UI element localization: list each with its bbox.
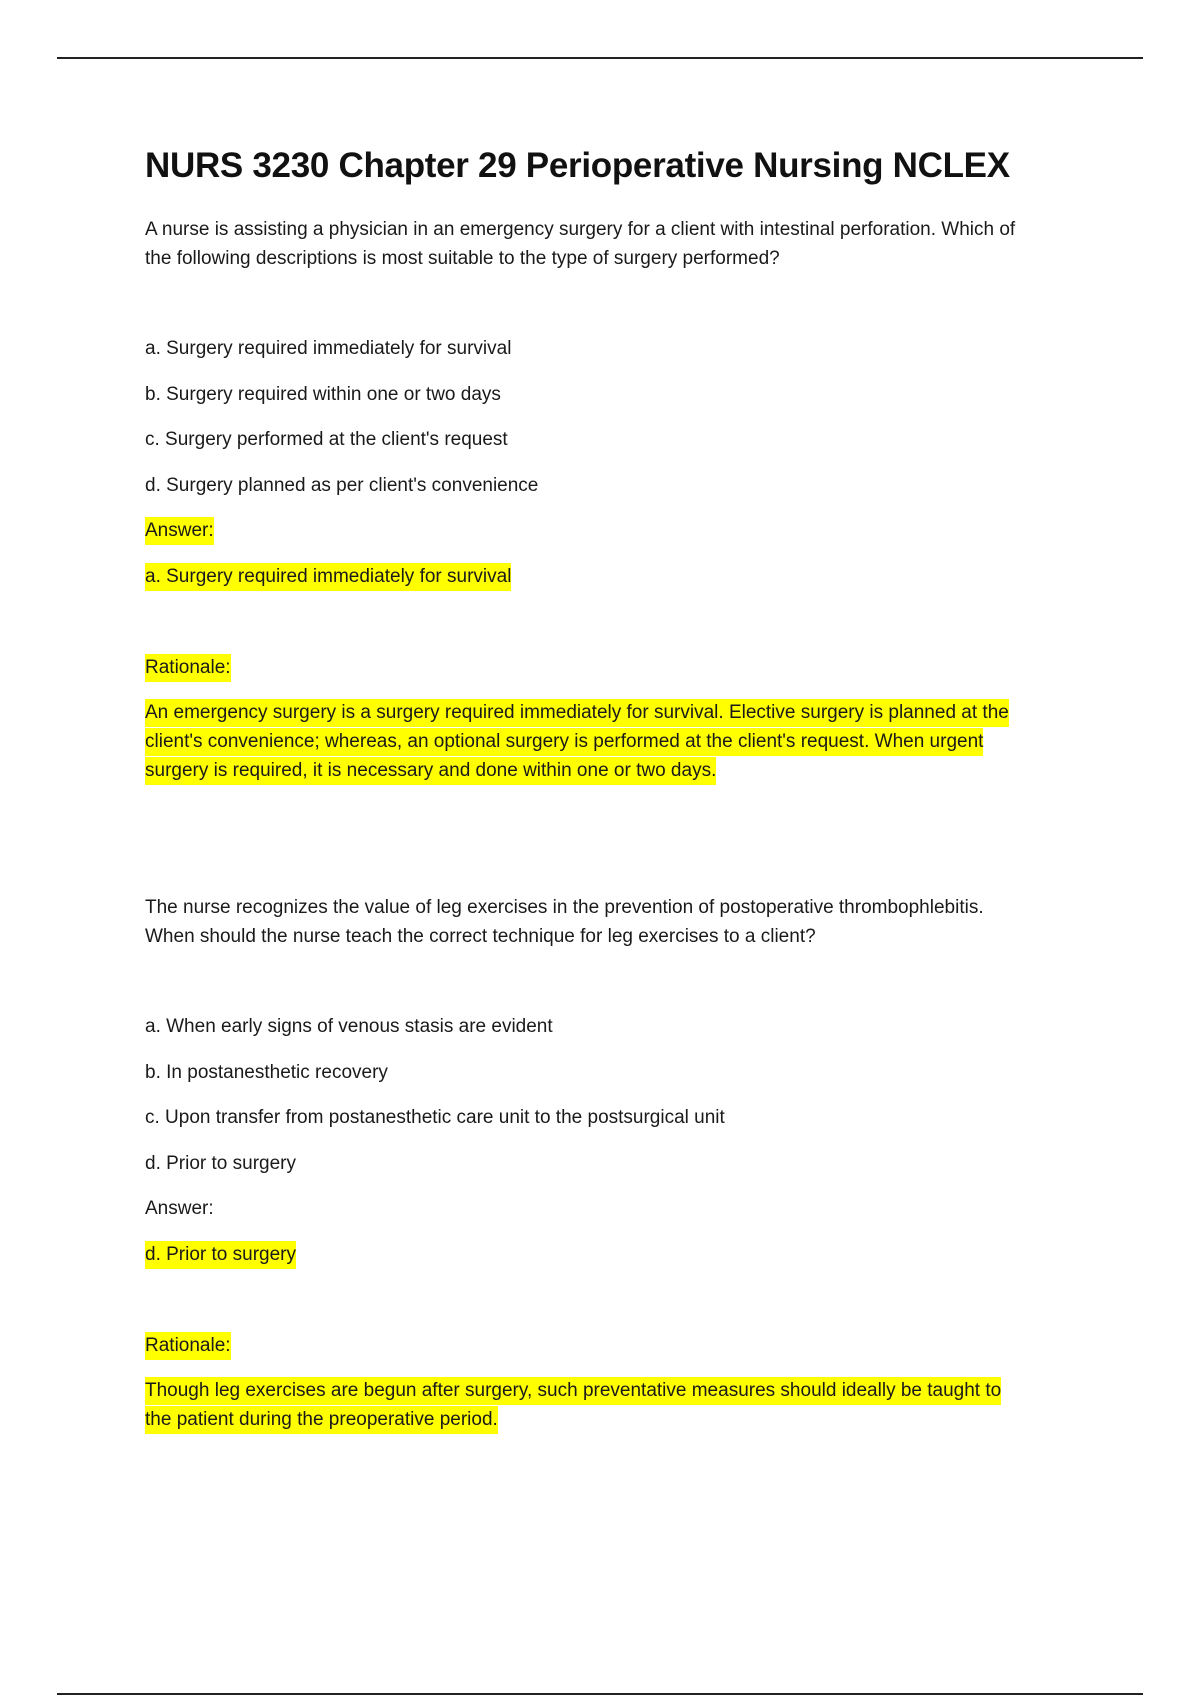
question-2-rationale-label-text: Rationale: xyxy=(145,1332,231,1360)
question-2-text-line-2: When should the nurse teach the correct technique for leg exercises to a client? xyxy=(145,926,816,947)
page-title: NURS 3230 Chapter 29 Perioperative Nursing NCLEX xyxy=(145,146,1010,185)
question-2-answer xyxy=(145,1240,296,1269)
question-1-rationale-label-text: Rationale: xyxy=(145,654,231,682)
question-1-rationale-line-3 xyxy=(145,756,716,785)
question-2-answer-text: d. Prior to surgery xyxy=(145,1241,296,1269)
question-1-rationale-label xyxy=(145,653,231,682)
question-2-rationale-line-1-text: Though leg exercises are begun after surgery, such preventative measures should ideally be taught to xyxy=(145,1377,1001,1405)
question-1-rationale-line-1 xyxy=(145,698,1009,727)
question-1-text-line-1: A nurse is assisting a physician in an emergency surgery for a client with intestinal perforation. Which of xyxy=(145,219,1016,240)
bottom-rule xyxy=(57,1693,1143,1695)
top-rule xyxy=(57,57,1143,59)
question-1-rationale-line-2 xyxy=(145,727,983,756)
question-1-rationale-line-1-text: An emergency surgery is a surgery required immediately for survival. Elective surgery is planned at the xyxy=(145,699,1009,727)
question-2-answer-label: Answer: xyxy=(145,1198,214,1219)
question-1-answer-label-text: Answer: xyxy=(145,517,214,545)
question-2-option-d: d. Prior to surgery xyxy=(145,1153,296,1174)
question-2-rationale-line-1 xyxy=(145,1376,1001,1405)
question-2-option-b: b. In postanesthetic recovery xyxy=(145,1062,388,1083)
question-1-answer-text: a. Surgery required immediately for survival xyxy=(145,563,511,591)
question-1-option-c: c. Surgery performed at the client's request xyxy=(145,429,508,450)
question-1-rationale-line-3-text: surgery is required, it is necessary and done within one or two days. xyxy=(145,757,716,785)
question-2-option-a: a. When early signs of venous stasis are evident xyxy=(145,1016,553,1037)
question-1-rationale-line-2-text: client's convenience; whereas, an optional surgery is performed at the client's request. When urgent xyxy=(145,728,983,756)
question-1-answer-label xyxy=(145,516,214,545)
question-2-rationale-label xyxy=(145,1331,231,1360)
question-2-rationale-line-2 xyxy=(145,1405,498,1434)
question-2-text-line-1: The nurse recognizes the value of leg exercises in the prevention of postoperative thrombophlebitis. xyxy=(145,897,984,918)
question-1-answer xyxy=(145,562,511,591)
question-1-text-line-2: the following descriptions is most suitable to the type of surgery performed? xyxy=(145,248,780,269)
question-2-option-c: c. Upon transfer from postanesthetic care unit to the postsurgical unit xyxy=(145,1107,725,1128)
question-1-option-d: d. Surgery planned as per client's convenience xyxy=(145,475,539,496)
question-2-rationale-line-2-text: the patient during the preoperative period. xyxy=(145,1406,498,1434)
question-1-option-a: a. Surgery required immediately for survival xyxy=(145,338,512,359)
question-1-option-b: b. Surgery required within one or two days xyxy=(145,384,501,405)
